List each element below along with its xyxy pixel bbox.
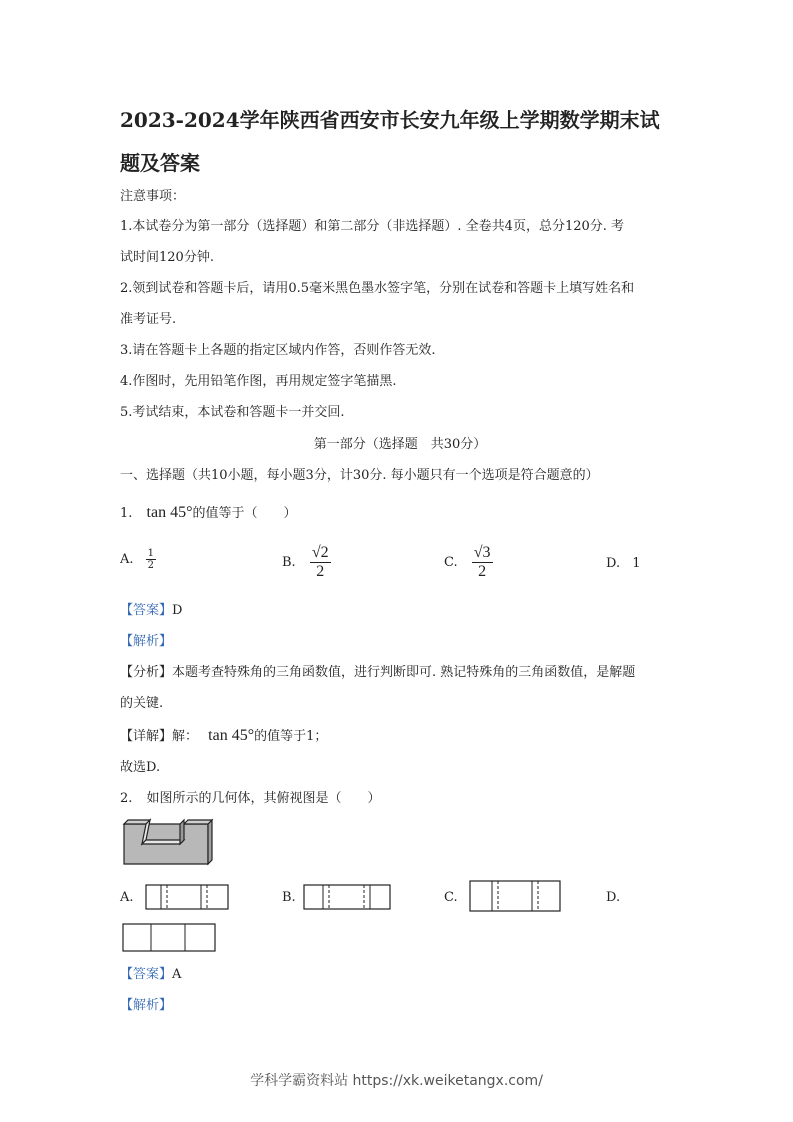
q1-option-b bbox=[282, 544, 331, 581]
q2-number: 2. bbox=[120, 791, 133, 806]
q1-analysis-tag: 【解析】 bbox=[120, 634, 173, 649]
q1-analysis bbox=[120, 633, 680, 651]
notice-line-4: 准考证号. bbox=[120, 312, 177, 327]
q1-fenxi-text1: 本题考查特殊角的三角函数值，进行判断即可. 熟记特殊角的三角函数值，是解题 bbox=[172, 665, 636, 680]
part1-heading: 第一部分（选择题 共30分） bbox=[313, 437, 487, 452]
q2-stem-text: 如图所示的几何体，其俯视图是（ ） bbox=[146, 791, 381, 806]
q2-option-b-figure bbox=[303, 884, 391, 910]
q2-option-d-figure bbox=[122, 923, 217, 952]
q2-option-c-figure bbox=[469, 880, 561, 912]
q2-option-c-label: C. bbox=[444, 890, 458, 905]
page-title-line2: 题及答案 bbox=[120, 151, 200, 175]
q1-option-c-label: C. bbox=[444, 555, 458, 570]
q1-option-d-value: 1 bbox=[632, 556, 641, 571]
q1-option-a-fraction bbox=[146, 548, 156, 571]
section-heading: 一、选择题（共10小题，每小题3分，计30分. 每小题只有一个选项是符合题意的） bbox=[120, 468, 599, 483]
q2-option-b-label: B. bbox=[282, 890, 296, 905]
q1-option-a-label: A. bbox=[120, 552, 134, 567]
q1-option-d bbox=[606, 556, 641, 571]
q1-option-b-label: B. bbox=[282, 555, 296, 570]
geometry-solid-figure bbox=[122, 818, 214, 872]
q2-analysis-tag: 【解析】 bbox=[120, 998, 173, 1013]
q1-answer bbox=[120, 602, 680, 620]
q1-answer-value: D bbox=[172, 603, 183, 618]
q2-answer bbox=[120, 966, 680, 984]
q1-option-d-label: D. bbox=[606, 556, 621, 571]
q2-answer-tag: 【答案】 bbox=[120, 967, 173, 982]
q1-option-a bbox=[120, 548, 156, 571]
notice-line-7: 5.考试结束，本试卷和答题卡一并交回. bbox=[120, 405, 345, 420]
page-title-line1: 2023-2024学年陕西省西安市长安九年级上学期数学期末试 bbox=[120, 108, 660, 132]
q1-option-b-den: 2 bbox=[316, 563, 325, 580]
q2-analysis bbox=[120, 997, 680, 1015]
q1-stem bbox=[120, 504, 680, 523]
q1-answer-tag: 【答案】 bbox=[120, 603, 173, 618]
q1-option-a-num: 1 bbox=[147, 548, 155, 559]
q2-option-a-label: A. bbox=[120, 890, 134, 905]
q1-stem-text: 的值等于（ ） bbox=[192, 506, 297, 521]
q1-fenxi-line2: 的关键. bbox=[120, 696, 164, 711]
q2-answer-value: A bbox=[172, 967, 182, 982]
q1-xiangjie-post: 的值等于1； bbox=[254, 729, 328, 744]
q1-xiangjie bbox=[120, 727, 680, 746]
notice-line-3: 2.领到试卷和答题卡后，请用0.5毫米黑色墨水签字笔，分别在试卷和答题卡上填写姓名和 bbox=[120, 281, 635, 296]
q1-xiangjie-pre: 解： bbox=[172, 729, 199, 744]
q1-option-c-num: √3 bbox=[473, 544, 491, 561]
q1-option-b-fraction bbox=[310, 544, 331, 581]
q2-option-a-figure bbox=[145, 884, 229, 910]
q1-option-c bbox=[444, 544, 493, 581]
q1-option-c-den: 2 bbox=[478, 563, 487, 580]
q2-stem bbox=[120, 790, 680, 808]
q1-option-a-den: 2 bbox=[147, 560, 155, 571]
q1-fenxi-tag: 【分析】 bbox=[120, 665, 173, 680]
q1-option-b-num: √2 bbox=[311, 544, 329, 561]
q1-xiangjie-expression: tan 45° bbox=[208, 727, 255, 744]
notice-line-5: 3.请在答题卡上各题的指定区域内作答，否则作答无效. bbox=[120, 343, 436, 358]
q1-xiangjie-tag: 【详解】 bbox=[120, 729, 173, 744]
q2-option-d-label: D. bbox=[606, 890, 621, 905]
notice-heading: 注意事项： bbox=[120, 189, 186, 204]
footer-watermark: 学科学霸资料站 https://xk.weiketangx.com/ bbox=[250, 1073, 543, 1089]
q1-number: 1. bbox=[120, 506, 133, 521]
q1-conclusion: 故选D. bbox=[120, 760, 161, 775]
notice-line-1: 1.本试卷分为第一部分（选择题）和第二部分（非选择题）. 全卷共4页，总分120分. 考 bbox=[120, 219, 625, 234]
q1-fenxi bbox=[120, 664, 680, 682]
notice-line-2: 试时间120分钟. bbox=[120, 250, 214, 265]
notice-line-6: 4.作图时，先用铅笔作图，再用规定签字笔描黑. bbox=[120, 374, 397, 389]
q1-expression: tan 45° bbox=[146, 504, 193, 521]
q1-option-c-fraction bbox=[472, 544, 493, 581]
